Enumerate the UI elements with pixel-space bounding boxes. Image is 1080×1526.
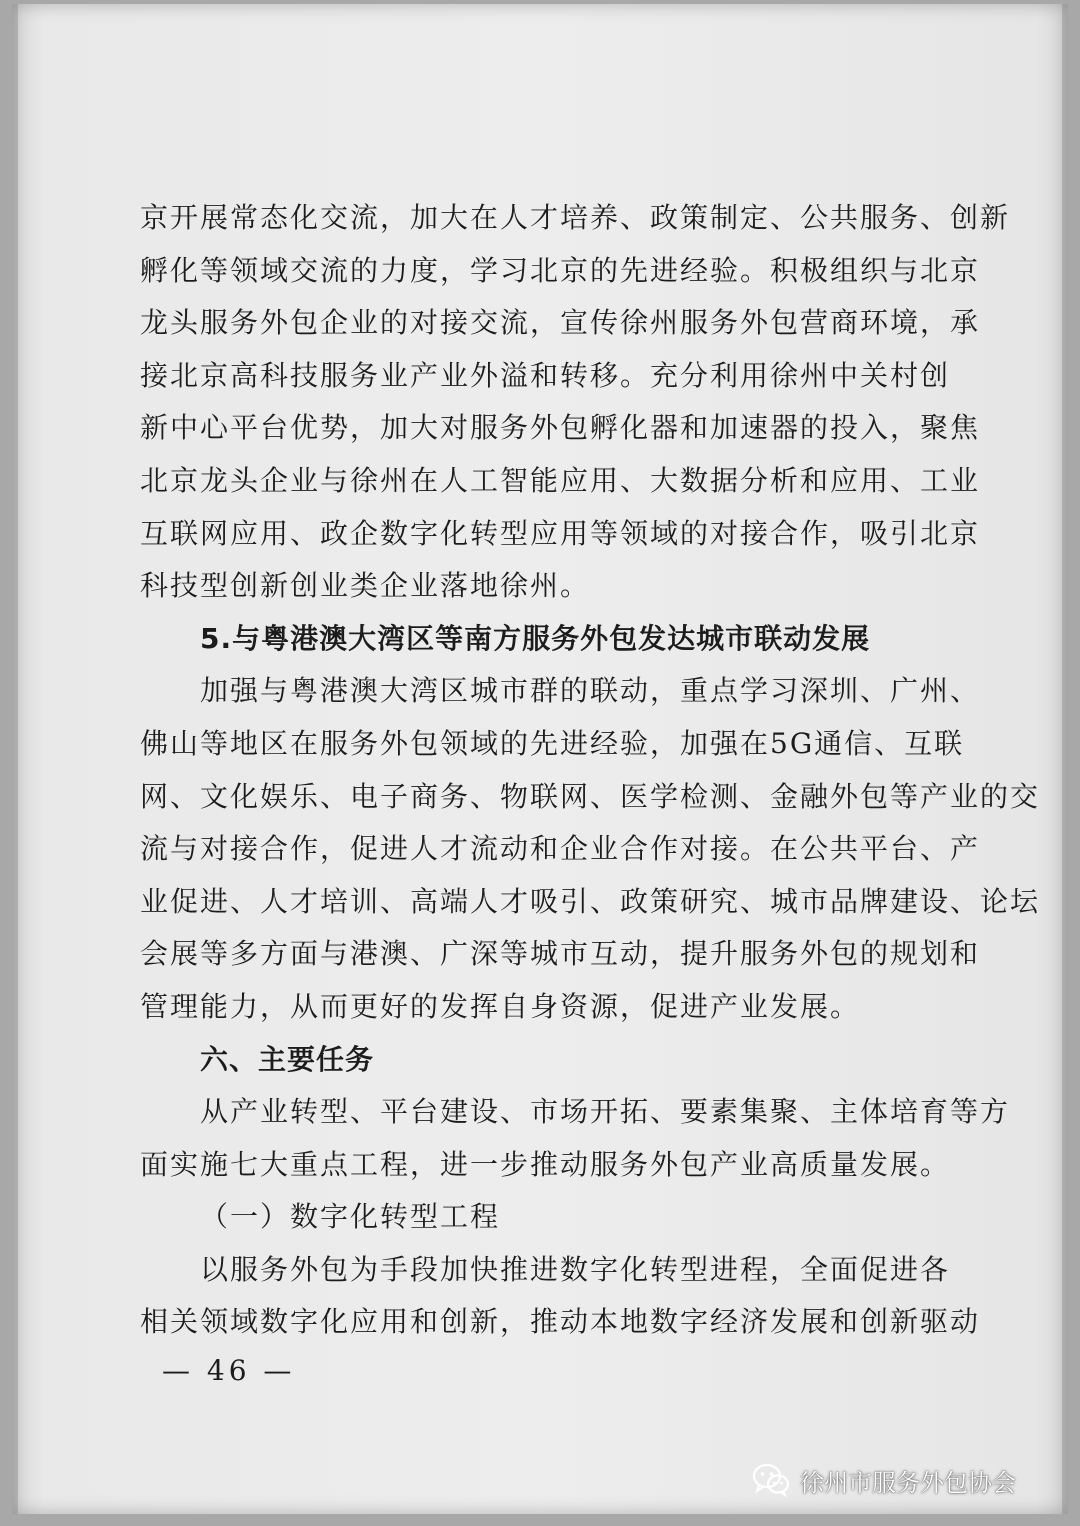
paragraph-1-line: 科技型创新创业类企业落地徐州。 — [140, 569, 591, 603]
paragraph-2-line: 佛山等地区在服务外包领域的先进经验，加强在5G通信、互联 — [140, 726, 965, 760]
section-heading-5: 5.与粤港澳大湾区等南方服务外包发达城市联动发展 — [200, 621, 871, 655]
paragraph-2-line: 加强与粤港澳大湾区城市群的联动，重点学习深圳、广州、 — [200, 674, 981, 708]
wechat-watermark — [752, 1458, 1016, 1502]
page-number: — 46 — — [162, 1354, 296, 1387]
paragraph-2-line: 管理能力，从而更好的发挥自身资源，促进产业发展。 — [140, 989, 861, 1023]
paragraph-1-line: 北京龙头企业与徐州在人工智能应用、大数据分析和应用、工业 — [140, 463, 981, 497]
paragraph-3-line: 面实施七大重点工程，进一步推动服务外包产业高质量发展。 — [140, 1147, 951, 1181]
paragraph-3-line: 从产业转型、平台建设、市场开拓、要素集聚、主体培育等方 — [200, 1095, 1011, 1129]
watermark-text: 徐州市服务外包协会 — [800, 1468, 1016, 1497]
paragraph-2-line: 会展等多方面与港澳、广深等城市互动，提升服务外包的规划和 — [140, 937, 981, 971]
document-body — [140, 192, 1041, 1349]
paragraph-1-line: 新中心平台优势，加大对服务外包孵化器和加速器的投入，聚焦 — [140, 411, 981, 445]
paragraph-2-line: 流与对接合作，促进人才流动和企业合作对接。在公共平台、产 — [140, 832, 981, 866]
paragraph-1-line: 互联网应用、政企数字化转型应用等领域的对接合作，吸引北京 — [140, 516, 981, 550]
wechat-icon — [752, 1463, 790, 1497]
paragraph-2-line: 网、文化娱乐、电子商务、物联网、医学检测、金融外包等产业的交 — [140, 779, 1041, 813]
paragraph-2-line: 业促进、人才培训、高端人才吸引、政策研究、城市品牌建设、论坛 — [140, 884, 1041, 918]
paragraph-1-line: 孵化等领域交流的力度，学习北京的先进经验。积极组织与北京 — [140, 253, 981, 287]
section-heading-6: 六、主要任务 — [200, 1042, 375, 1076]
paragraph-4-line: 以服务外包为手段加快推进数字化转型进程，全面促进各 — [200, 1252, 951, 1286]
paragraph-1-line: 京开展常态化交流，加大在人才培养、政策制定、公共服务、创新 — [140, 201, 1011, 234]
paragraph-1-line: 龙头服务外包企业的对接交流，宣传徐州服务外包营商环境，承 — [140, 306, 981, 340]
subheading-1: （一）数字化转型工程 — [200, 1200, 501, 1234]
page-edge-right — [1062, 4, 1068, 1514]
page-edge-left — [12, 4, 18, 1514]
paragraph-4-line: 相关领域数字化应用和创新，推动本地数字经济发展和创新驱动 — [140, 1305, 981, 1339]
paragraph-1-line: 接北京高科技服务业产业外溢和转移。充分利用徐州中关村创 — [140, 358, 951, 392]
